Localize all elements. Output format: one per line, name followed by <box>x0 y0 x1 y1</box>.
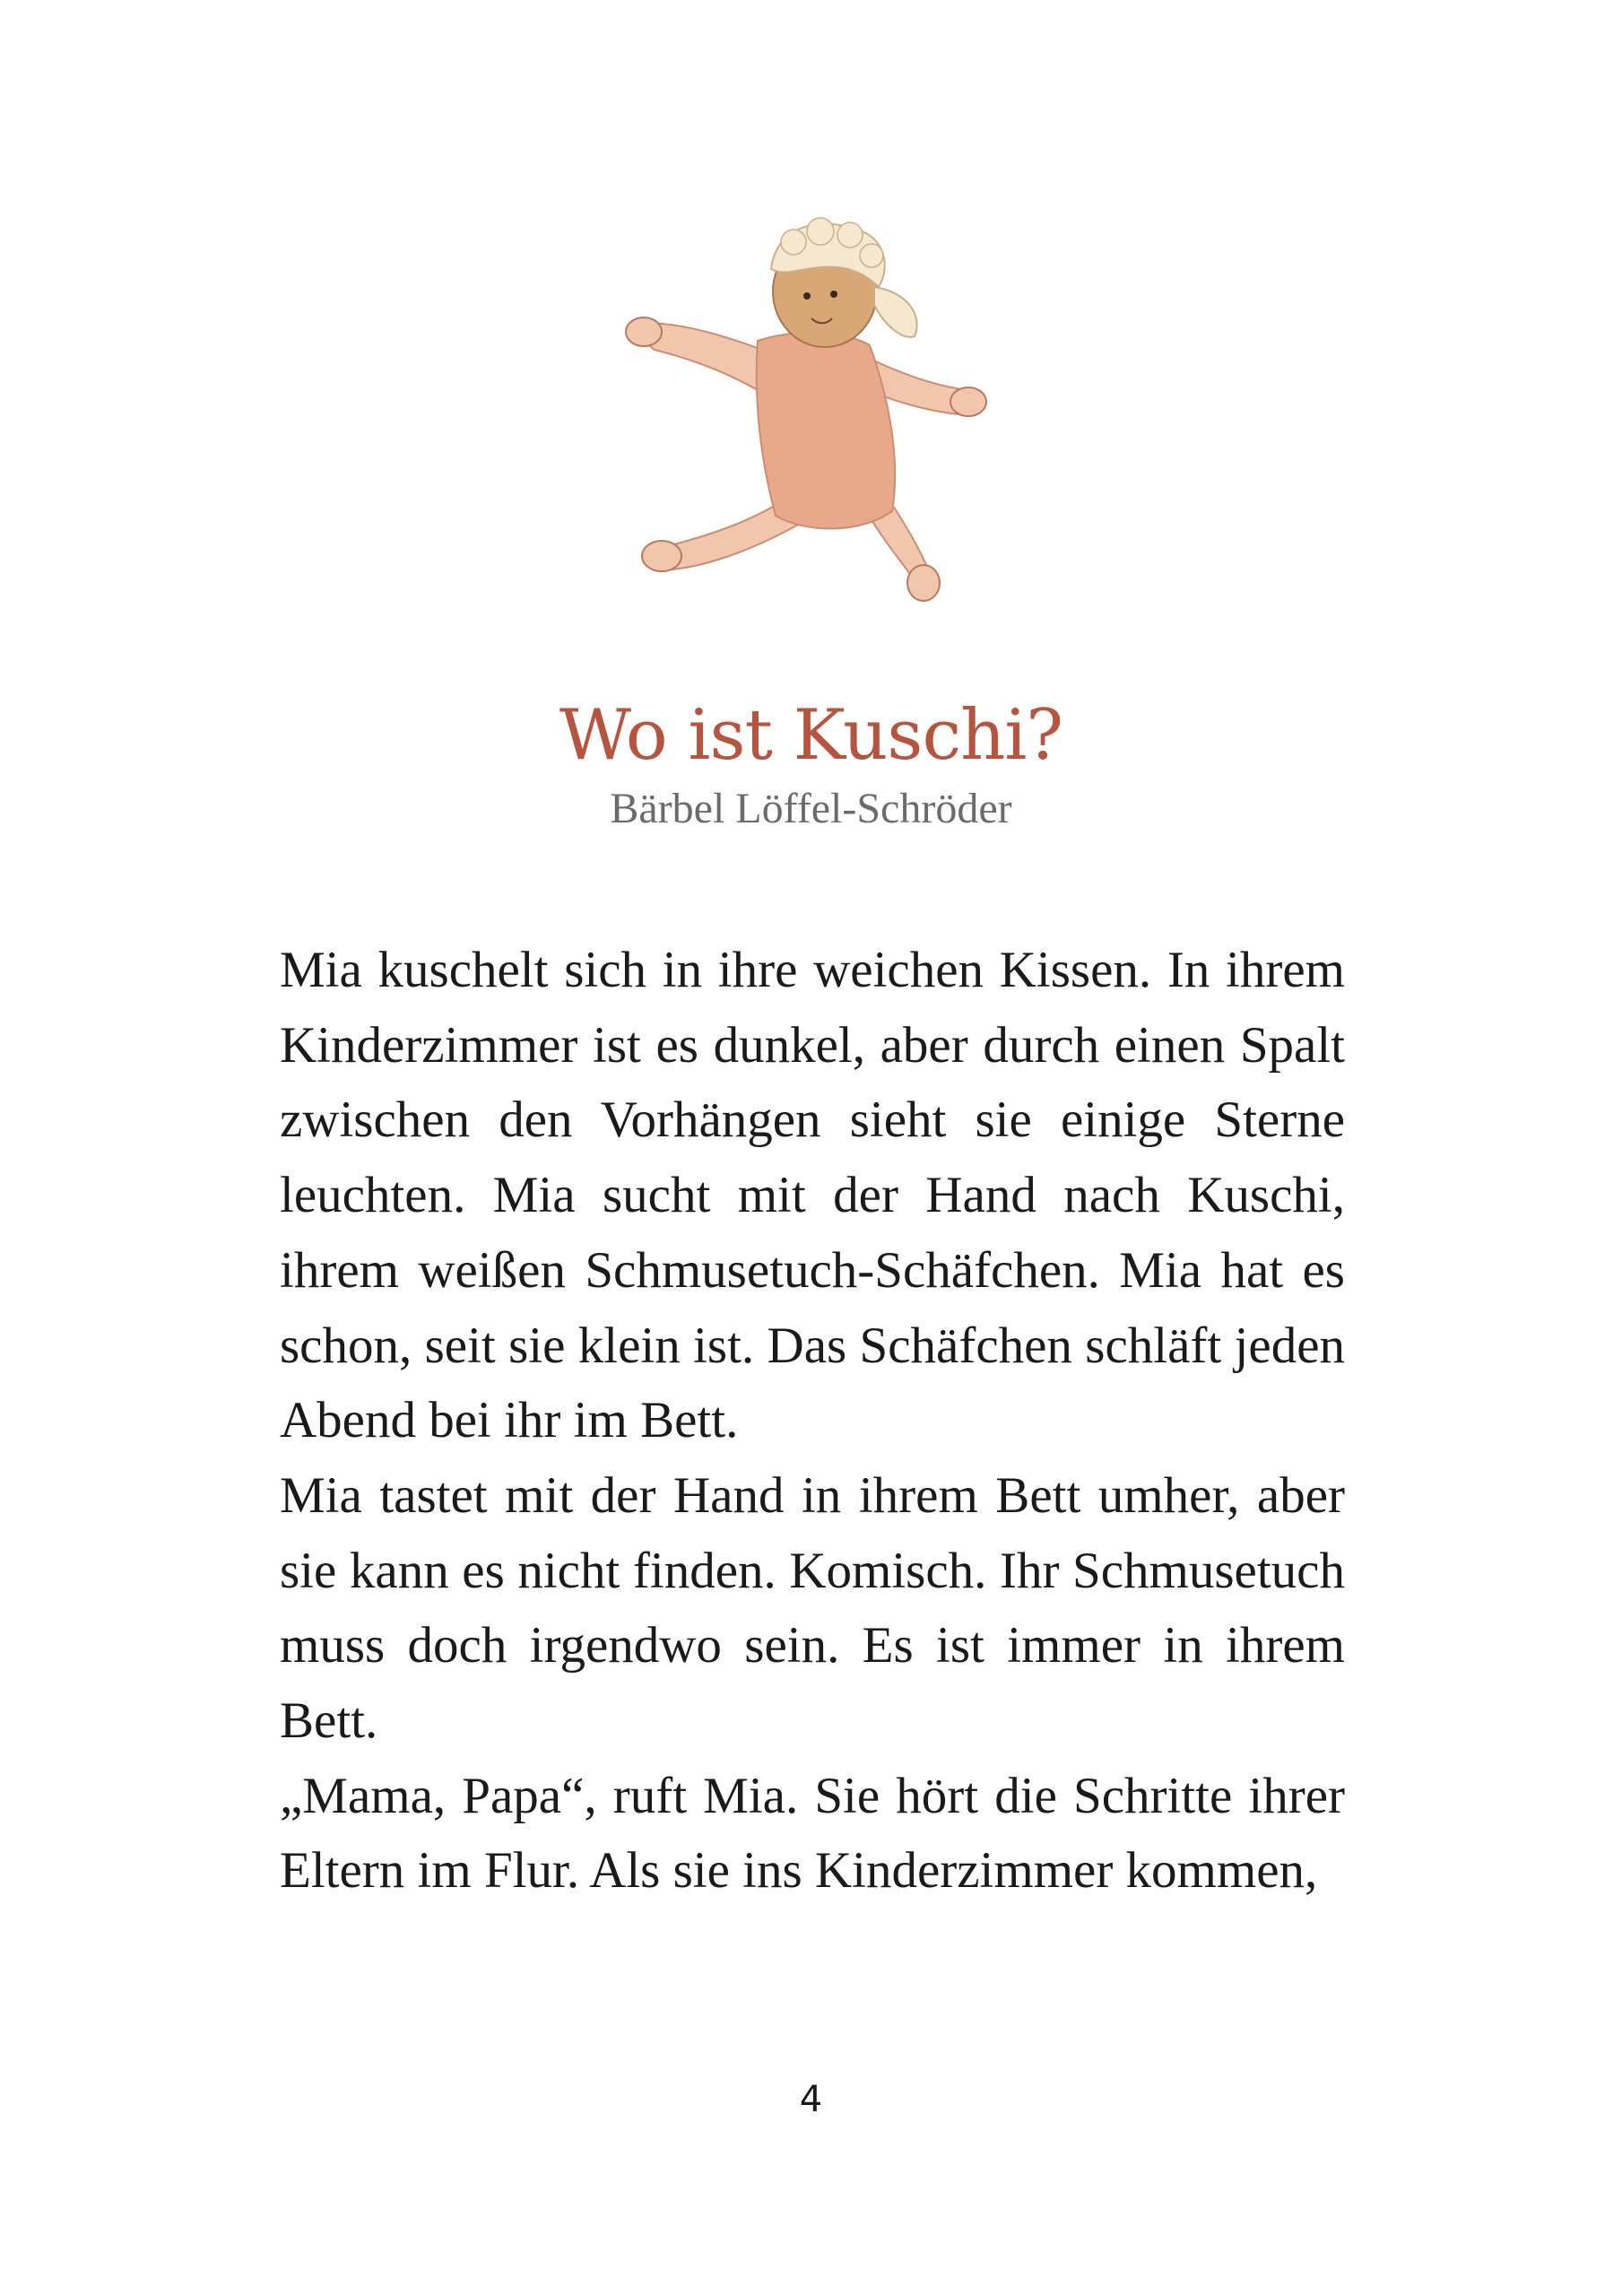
page-number: 4 <box>799 2079 823 2120</box>
story-author: Bärbel Löffel-Schröder <box>610 785 1012 832</box>
story-body <box>280 933 1345 1909</box>
story-title: Wo ist Kuschi? <box>559 695 1063 776</box>
sheep-comforter-icon <box>592 179 1022 628</box>
paragraph: Mia kuschelt sich in ihre weichen Kissen. In ihrem Kinderzimmer ist es dunkel, aber durch einen Spalt zwischen den Vorhängen sieht sie einige Sterne leuchten. Mia sucht mit der Hand nach Kuschi, ihrem weißen Schmusetuch-Schäfchen. Mia hat es schon, seit sie klein ist. Das Schäfchen schläft jeden Abend bei ihr im Bett. <box>280 942 1345 1449</box>
paragraph: Mia tastet mit der Hand in ihrem Bett umher, aber sie kann es nicht finden. Komisch. Ihr Schmusetuch muss doch irgendwo sein. Es ist immer in ihrem Bett. <box>280 1466 1345 1750</box>
paragraph: „Mama, Papa“, ruft Mia. Sie hört die Schritte ihrer Eltern im Flur. Als sie ins Kinderzimmer kommen, <box>280 1767 1345 1900</box>
